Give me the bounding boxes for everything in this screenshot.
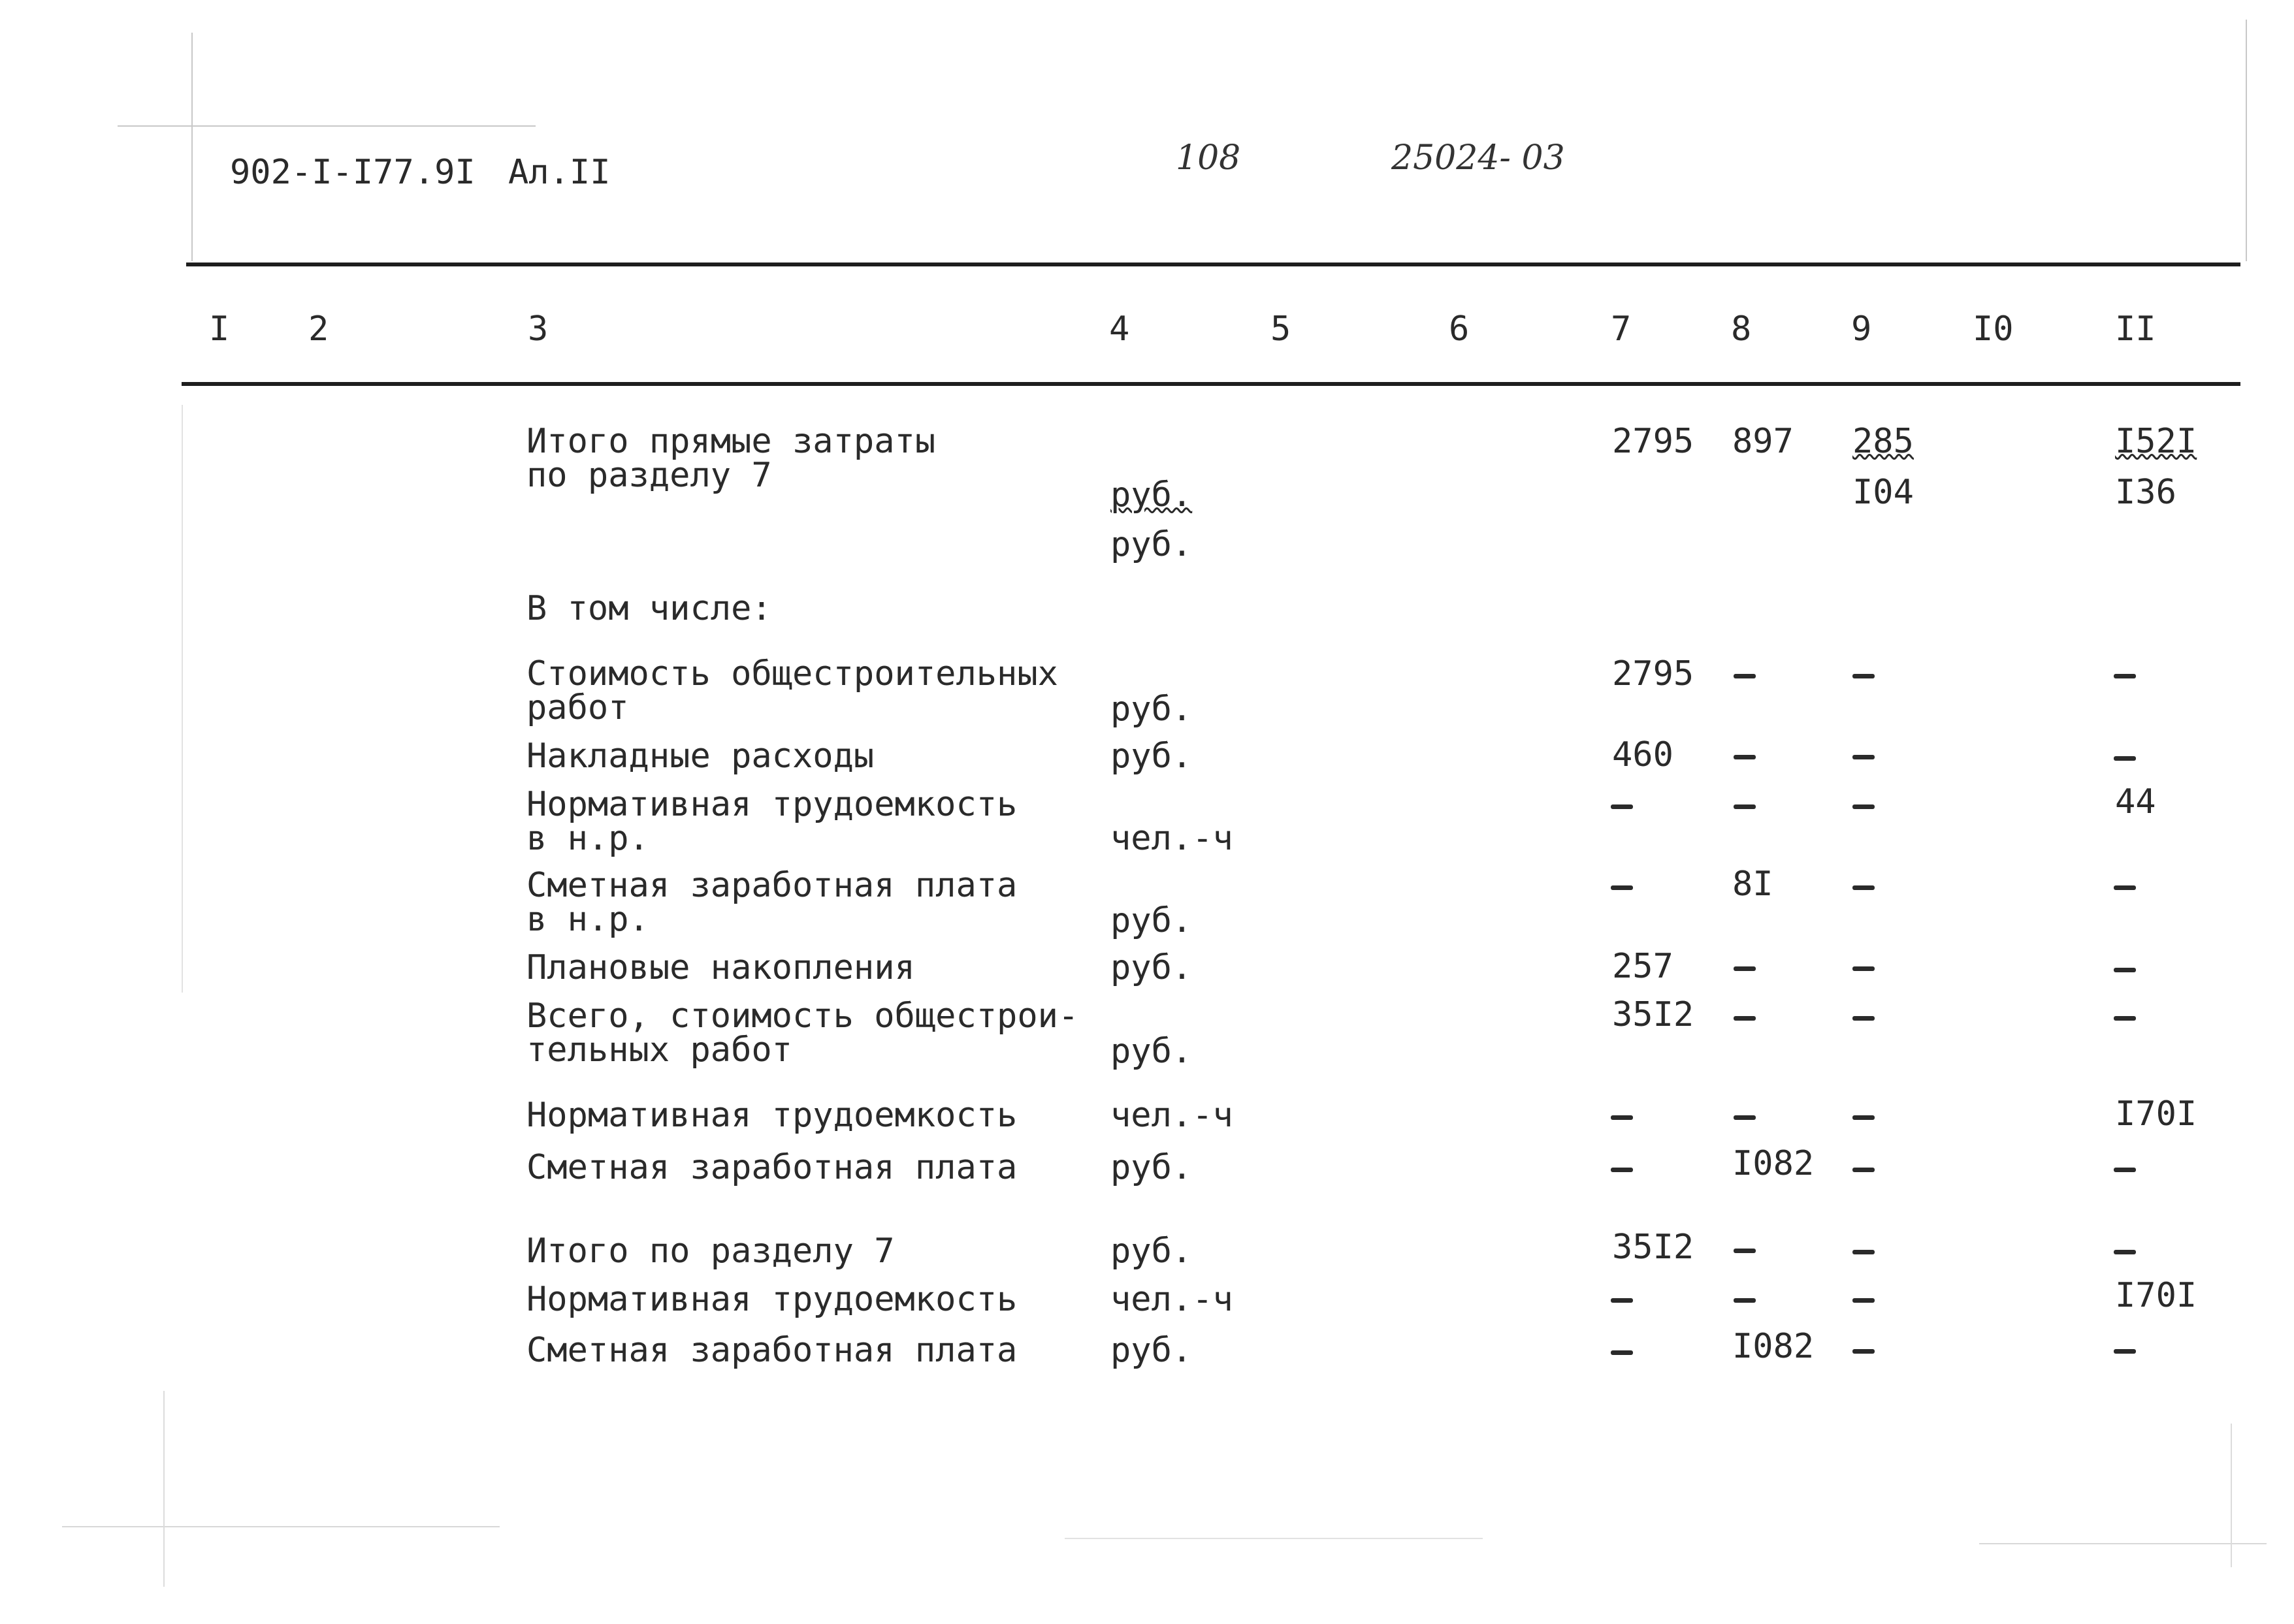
labor-overhead-col7-dash: [1611, 804, 1633, 809]
total-general-works-title-line2: тельных работ: [526, 1030, 792, 1070]
direct-costs-col9-top: 285: [1852, 422, 1914, 461]
direct-costs-unit-1: руб.: [1110, 475, 1193, 515]
scan-edge-bottom: [62, 1526, 500, 1527]
planned-savings-col8-dash: [1734, 966, 1756, 971]
scan-edge-right: [2246, 20, 2247, 261]
labor-unit: чел.-ч: [1110, 1096, 1233, 1135]
archive-number: 25024- 03: [1391, 138, 1565, 178]
section-labor-col9-dash: [1852, 1298, 1875, 1303]
wage-col8: I082: [1732, 1144, 1815, 1183]
section-wage-title: Сметная заработная плата: [526, 1331, 1018, 1370]
table-header-rule: [182, 382, 2240, 386]
table-top-rule: [186, 263, 2240, 266]
column-header-6: 6: [1449, 310, 1470, 349]
labor-overhead-col11: 44: [2115, 782, 2156, 821]
general-works-col9-dash: [1852, 674, 1875, 678]
column-header-9: 9: [1851, 310, 1872, 349]
labor-col7-dash: [1611, 1115, 1633, 1120]
wage-col9-dash: [1852, 1168, 1875, 1172]
wage-col11-dash: [2114, 1168, 2136, 1172]
overhead-col7: 460: [1612, 735, 1673, 774]
general-works-col7: 2795: [1612, 654, 1694, 693]
overhead-col8-dash: [1734, 755, 1756, 759]
labor-overhead-title-line2: в н.р.: [526, 819, 649, 858]
general-works-col8-dash: [1734, 674, 1756, 678]
planned-savings-col11-dash: [2114, 968, 2136, 972]
scan-edge-bottom-mid: [1065, 1538, 1483, 1539]
total-general-works-col9-dash: [1852, 1016, 1875, 1021]
section-labor-unit: чел.-ч: [1110, 1280, 1233, 1319]
planned-savings-unit: руб.: [1110, 948, 1193, 987]
general-works-title-line2: работ: [526, 688, 629, 727]
section-wage-col8: I082: [1732, 1327, 1815, 1366]
overhead-col11-dash: [2114, 756, 2136, 761]
general-works-title-line1: Стоимость общестроительных: [526, 654, 1058, 693]
scan-edge-bottom-right: [1979, 1543, 2267, 1544]
overhead-unit: руб.: [1110, 737, 1193, 776]
wage-overhead-unit: руб.: [1110, 901, 1193, 940]
document-code: 902-I-I77.9I: [230, 153, 476, 192]
section-labor-title: Нормативная трудоемкость: [526, 1280, 1018, 1319]
column-header-8: 8: [1731, 310, 1752, 349]
planned-savings-col9-dash: [1852, 966, 1875, 971]
wage-col7-dash: [1611, 1168, 1633, 1172]
wage-overhead-title-line2: в н.р.: [526, 900, 649, 939]
labor-col8-dash: [1734, 1115, 1756, 1120]
section-wage-col7-dash: [1611, 1350, 1633, 1355]
direct-costs-unit-2: руб.: [1110, 525, 1193, 564]
direct-costs-col9-bottom: I04: [1852, 473, 1914, 512]
section-labor-col7-dash: [1611, 1298, 1633, 1303]
direct-costs-title-line1: Итого прямые затраты: [526, 422, 936, 461]
column-header-3: 3: [528, 310, 549, 349]
labor-col9-dash: [1852, 1115, 1875, 1120]
direct-costs-col7: 2795: [1612, 422, 1694, 461]
total-general-works-title-line1: Всего, стоимость общестрои-: [526, 996, 1079, 1036]
total-general-works-col8-dash: [1734, 1016, 1756, 1021]
labor-title: Нормативная трудоемкость: [526, 1096, 1018, 1135]
planned-savings-col7: 257: [1612, 947, 1673, 986]
album-number: Ал.II: [508, 153, 611, 192]
section-wage-col11-dash: [2114, 1349, 2136, 1354]
section-wage-col9-dash: [1852, 1349, 1875, 1354]
scan-edge-left: [191, 33, 193, 261]
direct-costs-col11-top: I52I: [2115, 422, 2197, 461]
planned-savings-title: Плановые накопления: [526, 948, 915, 987]
scan-edge-bottom-right-v: [2231, 1424, 2232, 1567]
page-number: 108: [1176, 138, 1241, 178]
column-header-7: 7: [1611, 310, 1632, 349]
scan-edge-top: [118, 125, 536, 127]
direct-costs-col8: 897: [1732, 422, 1794, 461]
column-header-1: I: [209, 310, 230, 349]
wage-overhead-title-line1: Сметная заработная плата: [526, 866, 1018, 905]
section-wage-unit: руб.: [1110, 1331, 1193, 1370]
section-total-unit: руб.: [1110, 1232, 1193, 1271]
overhead-col9-dash: [1852, 755, 1875, 759]
scan-edge-bottom-left-v: [163, 1391, 165, 1587]
column-header-4: 4: [1109, 310, 1130, 349]
labor-overhead-col9-dash: [1852, 804, 1875, 809]
labor-overhead-col8-dash: [1734, 804, 1756, 809]
column-header-2: 2: [308, 310, 329, 349]
direct-costs-col11-bottom: I36: [2115, 473, 2176, 512]
section-total-col7: 35I2: [1612, 1228, 1694, 1267]
column-header-11: II: [2115, 310, 2156, 349]
including-label: В том числе:: [526, 589, 772, 628]
direct-costs-title-line2: по разделу 7: [526, 456, 772, 495]
section-total-col11-dash: [2114, 1250, 2136, 1254]
wage-overhead-col11-dash: [2114, 885, 2136, 890]
column-header-5: 5: [1270, 310, 1291, 349]
labor-overhead-title-line1: Нормативная трудоемкость: [526, 785, 1018, 824]
general-works-col11-dash: [2114, 674, 2136, 678]
wage-overhead-col7-dash: [1611, 885, 1633, 890]
wage-overhead-col8: 8I: [1732, 865, 1773, 904]
scan-edge-left-lower: [182, 405, 183, 993]
section-labor-col11: I70I: [2115, 1276, 2197, 1315]
wage-title: Сметная заработная плата: [526, 1148, 1018, 1187]
total-general-works-col11-dash: [2114, 1016, 2136, 1021]
overhead-title: Накладные расходы: [526, 737, 875, 776]
labor-overhead-unit: чел.-ч: [1110, 819, 1233, 858]
section-total-title: Итого по разделу 7: [526, 1232, 895, 1271]
section-total-col8-dash: [1734, 1249, 1756, 1253]
wage-unit: руб.: [1110, 1148, 1193, 1187]
labor-col11: I70I: [2115, 1094, 2197, 1134]
section-total-col9-dash: [1852, 1250, 1875, 1254]
section-labor-col8-dash: [1734, 1298, 1756, 1303]
wage-overhead-col9-dash: [1852, 885, 1875, 890]
column-header-10: I0: [1973, 310, 2014, 349]
total-general-works-col7: 35I2: [1612, 995, 1694, 1034]
general-works-unit: руб.: [1110, 690, 1193, 729]
total-general-works-unit: руб.: [1110, 1032, 1193, 1071]
